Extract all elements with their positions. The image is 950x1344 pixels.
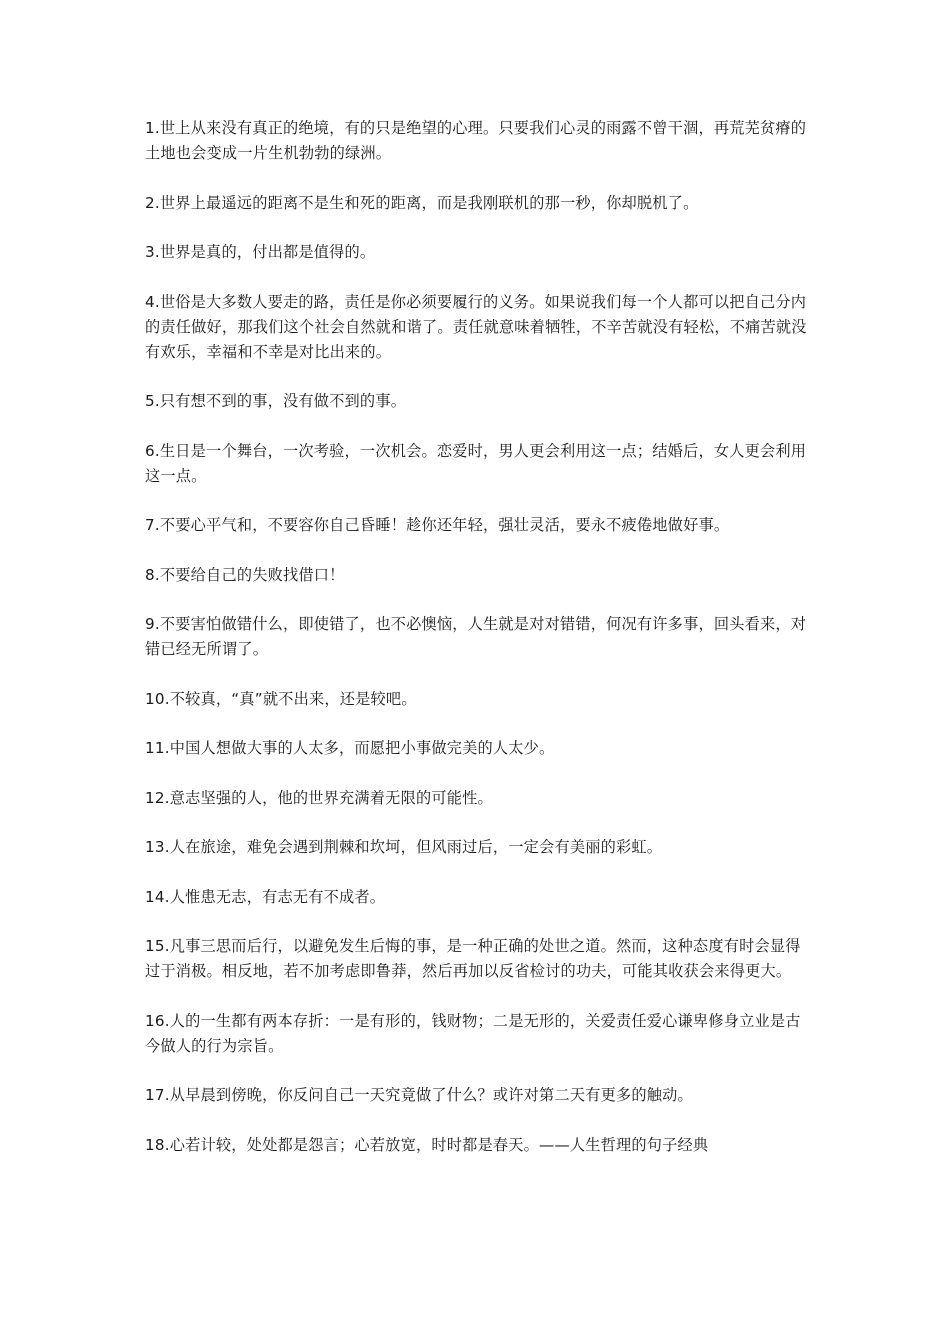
paragraph-12: 12.意志坚强的人，他的世界充满着无限的可能性。: [145, 788, 493, 807]
paragraph-3: 3.世界是真的，付出都是值得的。: [145, 243, 376, 261]
paragraph-4: 4.世俗是大多数人要走的路，责任是你必须要履行的义务。如果说我们每一个人都可以把自己分内的责任做好，那我们这个社会自然就和谐了。责任就意味着牺牲，不辛苦就没有轻松，不痛苦就没有欢乐，幸福和不幸是对比出来的。: [145, 292, 807, 361]
paragraph-11: 11.中国人想做大事的人太多，而愿把小事做完美的人太少。: [145, 739, 555, 757]
document-body: [145, 116, 810, 1182]
paragraph-10: 10.不较真，“真”就不出来，还是较吧。: [145, 689, 417, 708]
paragraph-8: 8.不要给自己的失败找借口！: [145, 565, 345, 584]
paragraph-2: 2.世界上最遥远的距离不是生和死的距离，而是我刚联机的那一秒，你却脱机了。: [145, 193, 699, 212]
paragraph-7: 7.不要心平气和，不要容你自己昏睡！趁你还年轻，强壮灵活，要永不疲倦地做好事。: [145, 516, 730, 534]
paragraph-13: 13.人在旅途，难免会遇到荆棘和坎坷，但风雨过后，一定会有美丽的彩虹。: [145, 838, 663, 856]
paragraph-16: 16.人的一生都有两本存折：一是有形的，钱财物；二是无形的，关爱责任爱心谦卑修身立业是古今做人的行为宗旨。: [145, 1011, 801, 1055]
paragraph-1: 1.世上从来没有真正的绝境，有的只是绝望的心理。只要我们心灵的雨露不曾干涸，再荒芜贫瘠的土地也会变成一片生机勃勃的绿洲。: [145, 119, 807, 162]
paragraph-5: 5.只有想不到的事，没有做不到的事。: [145, 392, 407, 410]
paragraph-6: 6.生日是一个舞台，一次考验，一次机会。恋爱时，男人更会利用这一点；结婚后，女人更会利用这一点。: [145, 441, 807, 485]
paragraph-18: 18.心若计较，处处都是怨言；心若放宽，时时都是春天。——人生哲理的句子经典: [145, 1135, 709, 1154]
paragraph-15: 15.凡事三思而后行，以避免发生后悔的事，是一种正确的处世之道。然而，这种态度有时会显得过于消极。相反地，若不加考虑即鲁莽，然后再加以反省检讨的功夫，可能其收获会来得更大。: [145, 937, 801, 980]
paragraph-14: 14.人惟患无志，有志无有不成者。: [145, 887, 386, 906]
paragraph-17: 17.从早晨到傍晚，你反问自己一天究竟做了什么？或许对第二天有更多的触动。: [145, 1086, 693, 1104]
paragraph-9: 9.不要害怕做错什么，即使错了，也不必懊恼，人生就是对对错错，何况有许多事，回头看来，对错已经无所谓了。: [145, 615, 807, 658]
